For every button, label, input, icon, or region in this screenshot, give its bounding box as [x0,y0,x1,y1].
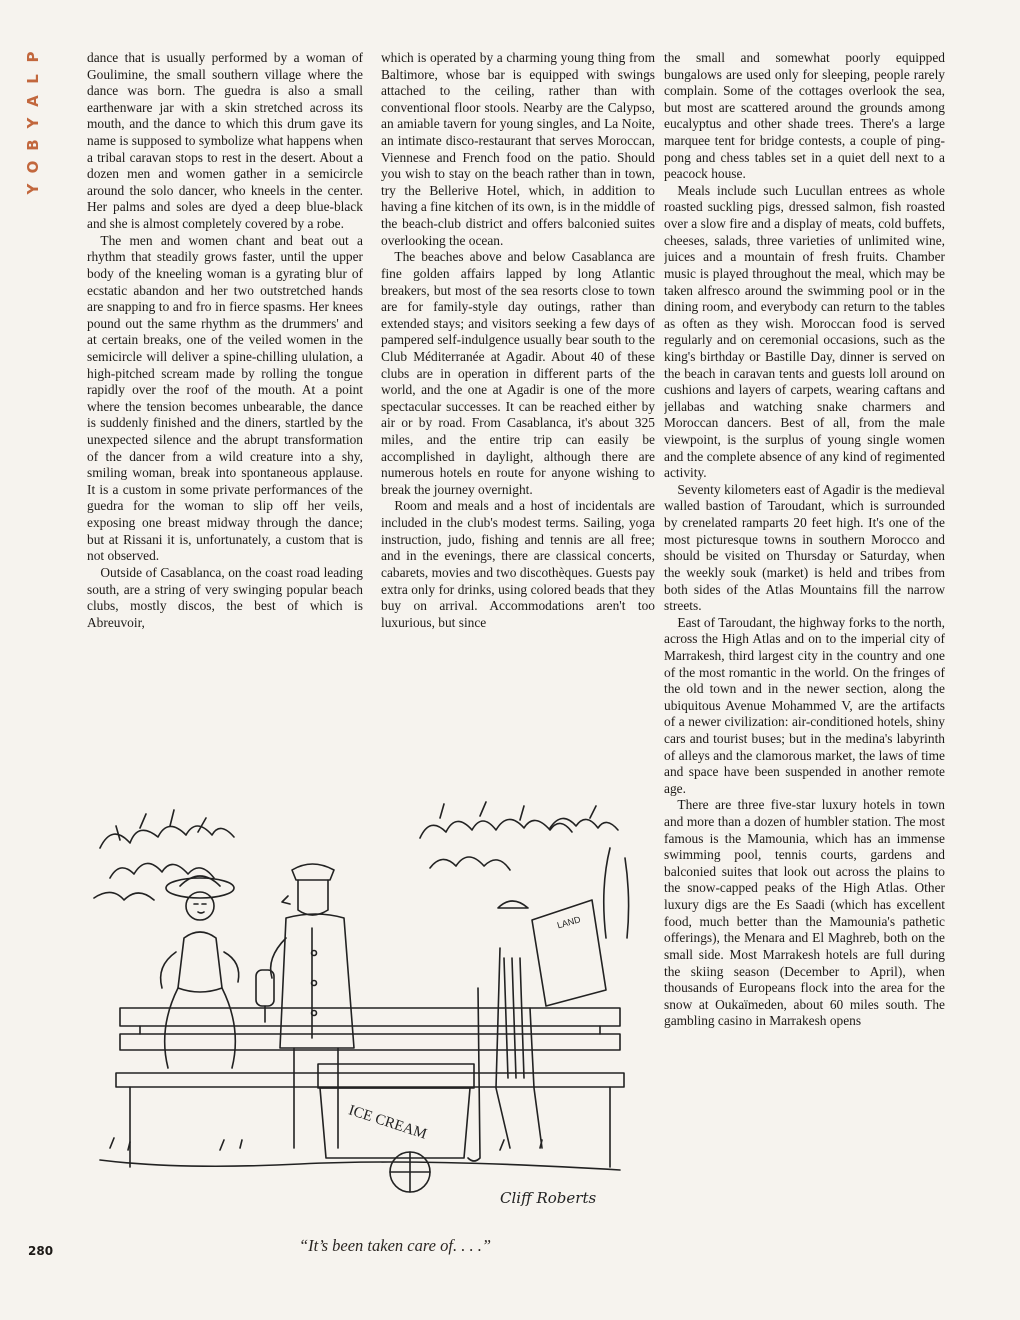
cart-label: ICE CREAM [346,1102,429,1143]
paragraph: Room and meals and a host of incidentals are included in the club's modest terms. Sailing, yoga instruction, judo, fishing and tennis are all free; and in the evenings, there are classical concerts, cabarets, movies and two discothèques. Guests pay extra only for drinks, using colored beads that they buy on arrival. Accommodations aren't too luxurious, but since [381,498,655,630]
masthead-letter: L [24,74,42,84]
magazine-masthead [22,46,52,200]
paragraph: Seventy kilometers east of Agadir is the medieval walled bastion of Taroudant, which is surrounded by crenelated ramparts 20 feet high. It's one of the most picturesque towns in southern Morocco and should be visited on Thursday or Saturday, when the weekly souk (market) is held and tribes from both sides of the Atlas Mountains fill the narrow streets. [664,481,945,614]
paragraph: the small and somewhat poorly equipped bungalows are used only for sleeping, people rarely complain. Some of the cottages overlook the sea, but most are scattered around the grounds among eucalyptus and other shade trees. There's a large marquee tent for bridge contests, a couple of ping-pong and chess tables set in a quiet dell next to a peacock house. [664,50,945,182]
page-number: 280 [28,1244,54,1258]
park-bench [100,1008,624,1170]
masthead-letter: O [24,160,42,174]
cartoon-caption: “It’s been taken care of. . . .” [298,1236,491,1255]
artist-signature: Cliff Roberts [500,1189,597,1207]
masthead-letter: P [24,51,42,63]
cartoon-illustration [80,788,655,1228]
text-column-1 [87,50,363,722]
masthead-letter: Y [24,117,42,129]
paragraph: The men and women chant and beat out a rhythm that steadily grows faster, until the upper body of the kneeling woman is a gyrating blur of ecstatic abandon and her two outstretched hands are snapping to and fro in fierce spasms. Her knees pound out the same rhythm as the drummers' and at certain breaks, one of the veiled women in the semicircle will deliver a spine-chilling ululation, a high-pitched scream made by rolling the tongue rapidly over the roof of the mouth. At a point where the tension becomes unbearable, the dance is suddenly finished and the diners, startled by the unexpected silence and the abrupt transformation of the dancer from a wild creature into a shy, smiling woman, break into spontaneous applause. It is a custom in some private performances of the guedra for the woman to slip off her veils, exposing one breast midway through the dance; but at Rissani it is, unfortunately, a custom that is not observed. [87,232,363,564]
paragraph: Meals include such Lucullan entrees as whole roasted suckling pigs, dressed salmon, fish roasted over a slow fire and a display of meats, cold buffets, cheeses, salads, three varieties of unlimited wine, juices and a mountain of fresh fruits. Chamber music is played throughout the meal, which may be taken alfresco around the swimming pool or in the dining room, and everybody can return to the tables as often as they wish. Moroccan food is served regularly and on ceremonial occasions, such as the king's birthday or Bastille Day, dinner is served on the beach in caravan tents and guests loll around on cushions and layers of carpets, wearing caftans and jellabas and watching snake charmers and Moroccan dancers. Best of all, from the male viewpoint, is the surplus of young single women and the complete absence of any kind of regimented activity. [664,182,945,481]
masthead-letter: Y [24,183,42,195]
masthead-letter: B [24,139,42,151]
paragraph: dance that is usually performed by a woman of Goulimine, the small southern village where the dance was born. The guedra is also a small earthenware jar with a skin stretched across its mouth, and the dance to which this drum gave its name is supposed to symbolize what happens when a tribal caravan stops to rest in the desert. About a dozen men and women gather in a semicircle around the solo dancer, who kneels in the center. Her palms and soles are dyed a deep blue-black and she is almost completely covered by a robe. [87,50,363,232]
woman-figure [161,876,239,1068]
ice-cream-cart [318,1064,474,1192]
paragraph: There are three five-star luxury hotels in town and more than a dozen of humbler station. The most famous is the Mamounia, which has an immense swimming pool, tennis courts, gardens and balconied suites that look out across the plains to the snow-capped peaks of the High Atlas. Other luxury digs are the Es Saadi (which has excellent food, much better than the Mamounia's pathetic offerings), the Menara and El Maghreb, both on the small side. Most Marrakesh hotels are full during the skiing season (December to April), when thousands of Europeans flock into the area for the snow at Oukaïmeden, about 60 miles south. The gambling casino in Marrakesh opens [664,797,945,1029]
newspaper-headline: LAND [555,914,582,931]
reader-figure [468,900,606,1161]
policeman-figure [256,864,354,1148]
paragraph: which is operated by a charming young thing from Baltimore, whose bar is equipped with swings attached to the ceiling, rather than with conventional floor stools. Nearby are the Calypso, an amiable tavern for young singles, and La Noite, an intimate disco-restaurant that serves Moroccan, Viennese and French food on the patio. Should you wish to stay on the beach rather than in town, try the Bellerive Hotel, which, in addition to having a fine kitchen of its own, is in the middle of the beach-club district and offers balconied suites overlooking the ocean. [381,50,655,248]
masthead-letter: A [24,95,42,107]
text-column-3 [664,50,945,1312]
paragraph: Outside of Casablanca, on the coast road leading south, are a string of very swinging popular beach clubs, mostly discos, the best of which is Abreuvoir, [87,564,363,630]
paragraph: East of Taroudant, the highway forks to the north, across the High Atlas and on to the imperial city of Marrakesh, third largest city in the country and one of the most romantic in the world. On the fringes of the old town and in the newer section, along the ubiquitous Avenue Mohammed V, are the artifacts of a newer civilization: air-conditioned hotels, shiny cars and tourist buses; but in the medina's labyrinth of alleys and the clamorous market, the laws of time and space have been suspended in another remote age. [664,614,945,796]
tree-foliage-left [94,810,234,900]
text-column-2 [381,50,655,722]
paragraph: The beaches above and below Casablanca are fine golden affairs lapped by long Atlantic breakers, but most of the sea resorts close to town are for family-style day outings, rather than extended stays; and visitors seeking a few days of pampered self-indulgence usually bear south to the Club Méditerranée at Agadir. About 40 of these clubs are in operation in different parts of the world, and the one at Agadir is one of the more spectacular successes. It can be reached either by air or by road. From Casablanca, it's about 325 miles, and the entire trip can easily be accomplished in daylight, although there are numerous hotels en route for anyone wishing to break the journey overnight. [381,249,655,497]
tree-foliage-right [420,802,629,938]
